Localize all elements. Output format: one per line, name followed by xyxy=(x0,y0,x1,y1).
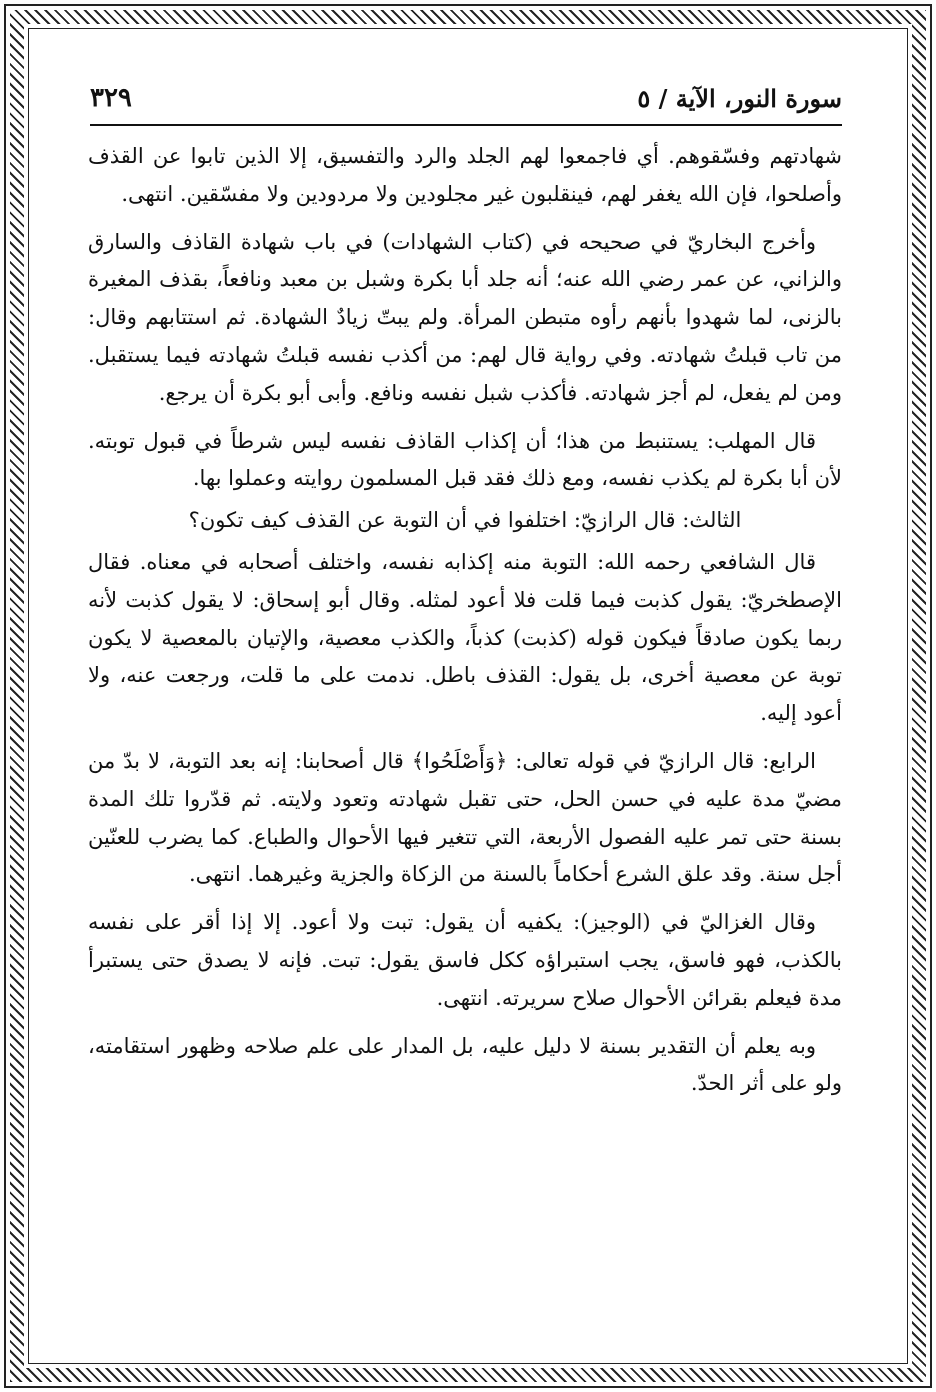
running-header-title: سورة النور، الآية / ٥ xyxy=(637,83,842,113)
paragraph: الرابع: قال الرازيّ في قوله تعالى: ﴿وَأَصْلَحُوا﴾ قال أصحابنا: إنه بعد التوبة، لا بدّ من مضيّ مدة عليه في حسن الحل، حتى تقبل شهادته وتعود ولايته. ثم قدّروا تلك المدة بسنة حتى تمر عليه الفصول الأربعة، التي تتغير فيها الأحوال والطباع. كما يضرب للعنّين أجل سنة. وقد علق الشرع أحكاماً بالسنة من الزكاة والجزية وغيرهما. انتهى. xyxy=(88,748,842,887)
paragraph: وبه يعلم أن التقدير بسنة لا دليل عليه، بل المدار على علم صلاحه وظهور استقامته، ولو على أثر الحدّ. xyxy=(88,1033,842,1096)
paragraph: قال المهلب: يستنبط من هذا؛ أن إكذاب القاذف نفسه ليس شرطاً في قبول توبته. لأن أبا بكرة لم يكذب نفسه، ومع ذلك فقد قبل المسلمون روايته وعملوا بها. xyxy=(88,428,842,491)
running-header xyxy=(90,72,842,126)
paragraph-heading: الثالث: قال الرازيّ: اختلفوا في أن التوبة عن القذف كيف تكون؟ xyxy=(188,508,742,533)
paragraph: وقال الغزاليّ في (الوجيز): يكفيه أن يقول: تبت ولا أعود. إلا إذا أقر على نفسه بالكذب، فهو فاسق، يجب استبراؤه ككل فاسق يقول: تبت. فإنه لا يصدق حتى يستبرأ مدة فيعلم بقرائن الأحوال صلاح سريرته. انتهى. xyxy=(88,910,842,1010)
paragraph: قال الشافعي رحمه الله: التوبة منه إكذابه نفسه، واختلف أصحابه في معناه. فقال الإصطخريّ: يقول كذبت فيما قلت فلا أعود لمثله. وقال أبو إسحاق: لا يقول كذبت لأنه ربما يكون صادقاً فيكون قوله (كذبت) كذباً، والكذب معصية، والإتيان بالمعصية لا يكون توبة عن معصية أخرى، بل يقول: القذف باطل. ندمت على ما قلت، ورجعت عنه، ولا أعود إليه. xyxy=(88,549,842,726)
paragraph: وأخرج البخاريّ في صحيحه في (كتاب الشهادات) في باب شهادة القاذف والسارق والزاني، عن عمر رضي الله عنه؛ أنه جلد أبا بكرة وشبل بن معبد ونافعاً، بقذف المغيرة بالزنى، لما شهدوا بأنهم رأوه متبطن المرأة. ولم يبتّ زيادٌ الشهادة. ثم استتابهم وقال: من تاب قبلتُ شهادته. وفي رواية قال لهم: من أكذب نفسه قبلتُ شهادته فيما يستقبل. ومن لم يفعل، لم أجز شهادته. فأكذب شبل نفسه ونافع. وأبى أبو بكرة أن يرجع. xyxy=(88,229,842,405)
paragraph: شهادتهم وفسّقوهم. أي فاجمعوا لهم الجلد والرد والتفسيق، إلا الذين تابوا عن القذف وأصلحوا، فإن الله يغفر لهم، فينقلبون غير مجلودين ولا مردودين ولا مفسّقين. انتهى. xyxy=(88,144,842,206)
body-text xyxy=(88,138,842,1322)
page-number: ٣٢٩ xyxy=(90,83,132,113)
